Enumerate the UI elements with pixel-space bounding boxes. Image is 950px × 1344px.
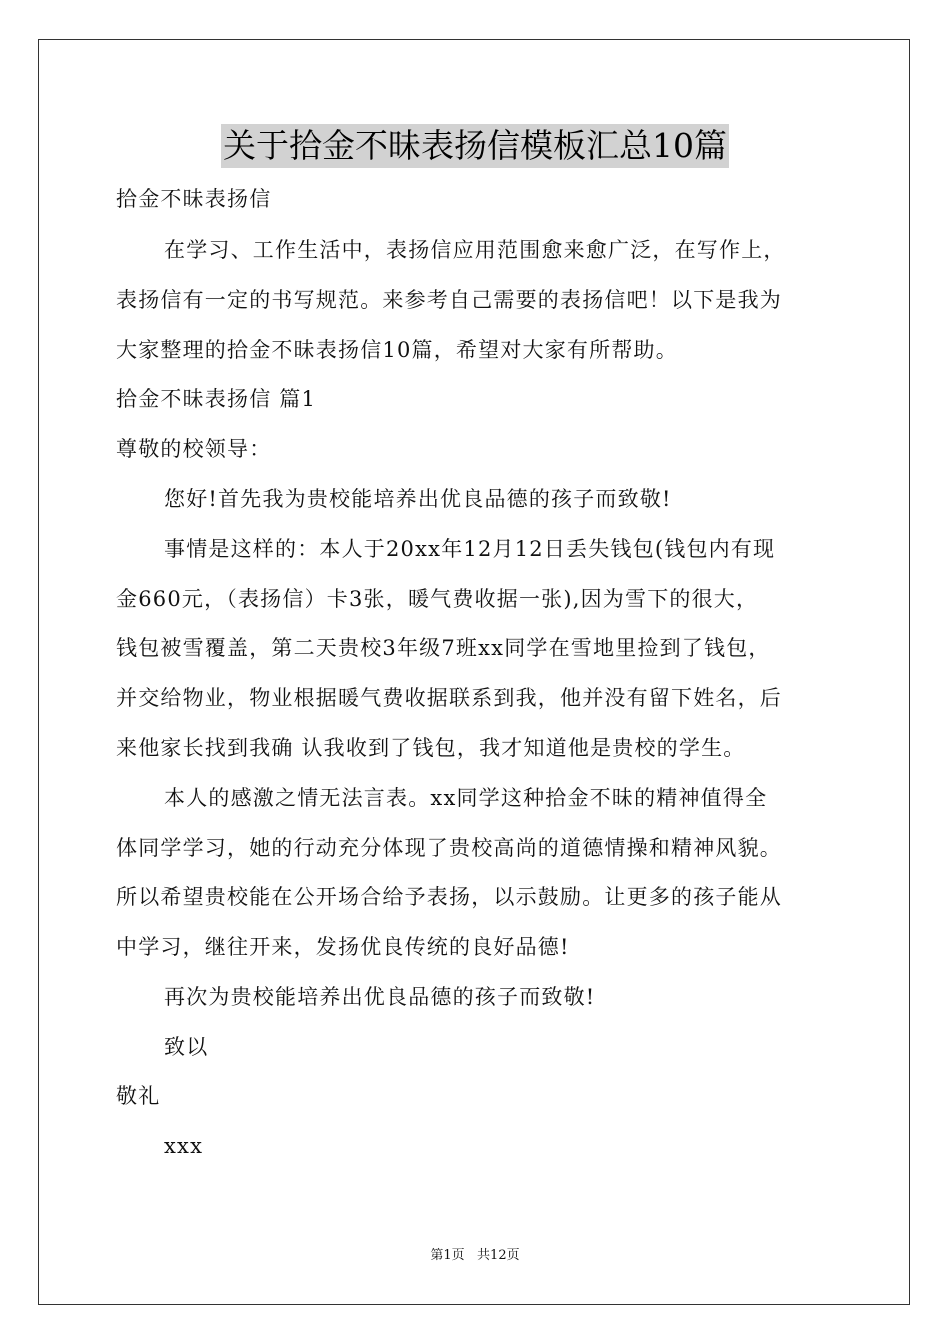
closing-line: 致以 — [164, 1035, 209, 1059]
paragraph-line: 拾金不昧表扬信 — [116, 187, 272, 211]
title-wrap — [0, 124, 950, 168]
salutation: 尊敬的校领导： — [116, 437, 272, 461]
paragraph-line: 再次为贵校能培养出优良品德的孩子而致敬! — [164, 985, 596, 1009]
paragraph-line: 在学习、工作生活中，表扬信应用范围愈来愈广泛，在写作上， — [164, 238, 786, 262]
paragraph-line: 本人的感激之情无法言表。xx同学这种拾金不昧的精神值得全 — [164, 786, 768, 810]
paragraph-line: 并交给物业，物业根据暖气费收据联系到我，他并没有留下姓名，后 — [116, 686, 782, 710]
signature: xxx — [164, 1134, 204, 1158]
paragraph-line: 钱包被雪覆盖，第二天贵校3年级7班xx同学在雪地里捡到了钱包， — [116, 636, 771, 660]
paragraph-line: 大家整理的拾金不昧表扬信10篇，希望对大家有所帮助。 — [116, 338, 678, 362]
document-title: 关于拾金不昧表扬信模板汇总10篇 — [221, 124, 729, 168]
page-border — [38, 39, 910, 1305]
closing-line: 敬礼 — [116, 1084, 161, 1108]
paragraph-line: 表扬信有一定的书写规范。来参考自己需要的表扬信吧！以下是我为 — [116, 288, 782, 312]
page-footer: 第1页 共12页 — [430, 1248, 520, 1263]
paragraph-line: 事情是这样的：本人于20xx年12月12日丢失钱包(钱包内有现 — [164, 537, 776, 561]
section-heading: 拾金不昧表扬信 篇1 — [116, 387, 317, 411]
paragraph-line: 体同学学习，她的行动充分体现了贵校高尚的道德情操和精神风貌。 — [116, 836, 782, 860]
paragraph-line: 金660元，（表扬信）卡3张，暖气费收据一张),因为雪下的很大， — [116, 587, 759, 611]
paragraph-line: 中学习，继往开来，发扬优良传统的良好品德! — [116, 935, 570, 959]
paragraph-line: 所以希望贵校能在公开场合给予表扬，以示鼓励。让更多的孩子能从 — [116, 885, 782, 909]
paragraph-line: 来他家长找到我确 认我收到了钱包，我才知道他是贵校的学生。 — [116, 736, 746, 760]
paragraph-line: 您好!首先我为贵校能培养出优良品德的孩子而致敬! — [164, 487, 672, 511]
